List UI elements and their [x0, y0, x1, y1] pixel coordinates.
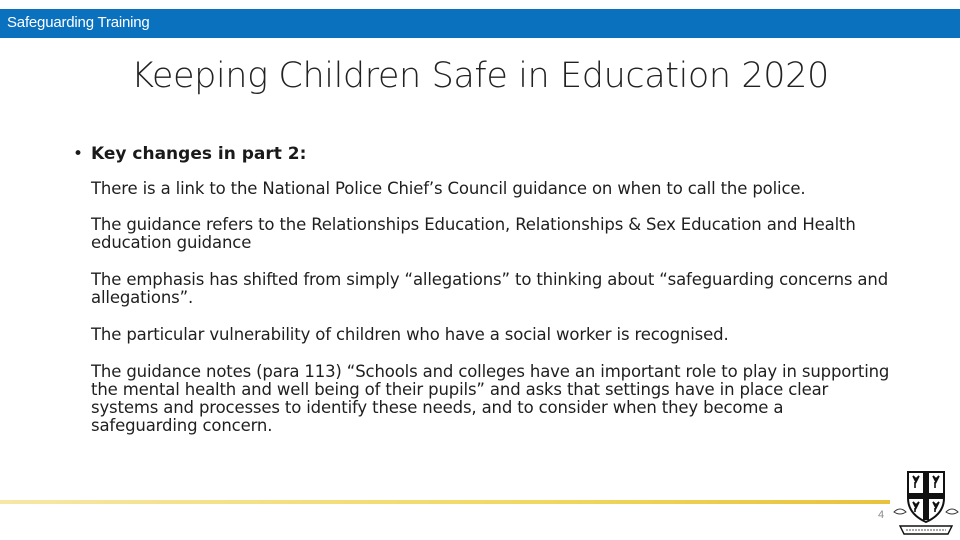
- bullet-heading: Key changes in part 2:: [91, 144, 307, 164]
- header-bar: [0, 9, 960, 38]
- bullet-dot-icon: •: [73, 144, 84, 164]
- paragraph-police-guidance: There is a link to the National Police Chief’s Council guidance on when to call the police.: [91, 179, 806, 198]
- school-crest-icon: [892, 468, 960, 538]
- bullet-item: [73, 144, 893, 164]
- paragraph-social-worker: The particular vulnerability of children who have a social worker is recognised.: [91, 325, 729, 344]
- paragraph-mental-health: The guidance notes (para 113) “Schools and colleges have an important role to play in supporting the mental health and well being of their pupils” and asks that settings have in place clear systems and processes to identify these needs, and to consider when they become a safeguarding concern.: [91, 362, 890, 435]
- page-number: 4: [878, 509, 885, 521]
- slide-content: [73, 144, 893, 435]
- header-label: Safeguarding Training: [7, 14, 150, 31]
- paragraph-relationships-education: The guidance refers to the Relationships Education, Relationships & Sex Education and Health education guidance: [91, 215, 856, 252]
- footer-divider: [0, 500, 890, 504]
- slide-title: Keeping Children Safe in Education 2020: [131, 56, 829, 96]
- paragraph-allegations: The emphasis has shifted from simply “allegations” to thinking about “safeguarding concerns and allegations”.: [91, 270, 889, 307]
